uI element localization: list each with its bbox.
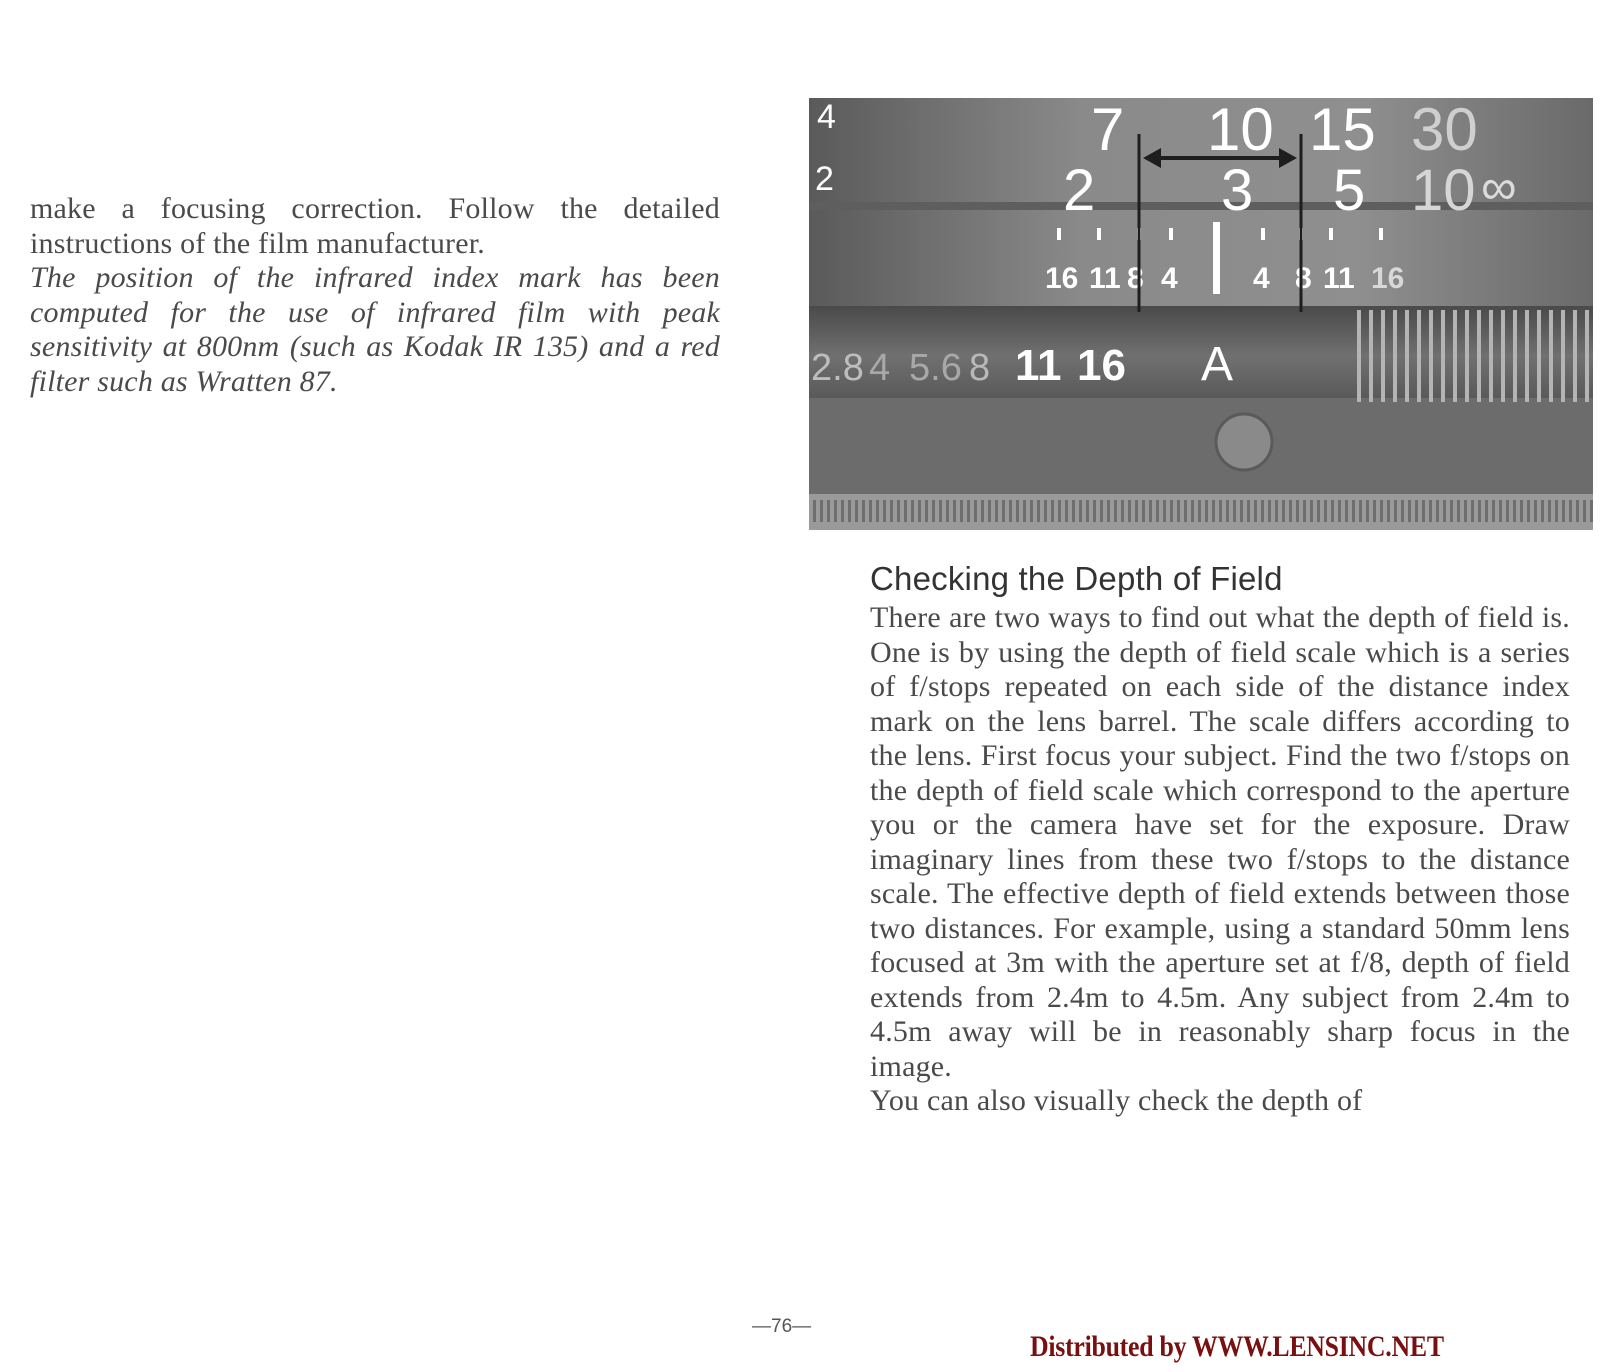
mount-knurl-ridge — [1268, 500, 1271, 522]
mount-knurl-ridge — [1450, 500, 1453, 522]
mount-knurl-ridge — [1513, 500, 1516, 522]
mount-knurl-ridge — [1289, 500, 1292, 522]
aperture-8: 8 — [969, 347, 991, 389]
dof-16-left: 16 — [1045, 262, 1079, 295]
mount-knurl-ridge — [834, 500, 837, 522]
aperture-11: 11 — [1015, 341, 1062, 390]
mount-knurl-ridge — [1499, 500, 1502, 522]
mount-knurl-ridge — [1275, 500, 1278, 522]
aperture-16: 16 — [1077, 341, 1126, 390]
mount-knurl-ridge — [876, 500, 879, 522]
distance-30: 30 — [1411, 98, 1478, 163]
mount-knurl-ridge — [932, 500, 935, 522]
mount-knurl-ridge — [1359, 500, 1362, 522]
mount-knurl-ridge — [995, 500, 998, 522]
mount-knurl-ridge — [1023, 500, 1026, 522]
mount-knurl-ridge — [813, 500, 816, 522]
mount-knurl-ridge — [904, 500, 907, 522]
mount-knurl-ridge — [1352, 500, 1355, 522]
mount-knurl-ridge — [855, 500, 858, 522]
knurl-ridge — [1585, 310, 1589, 402]
mount-knurl-ridge — [1541, 500, 1544, 522]
mount-knurl-ridge — [1163, 500, 1166, 522]
knurl-ridge — [1381, 310, 1385, 402]
mount-knurl-ridge — [1485, 500, 1488, 522]
mount-knurl-ridge — [1184, 500, 1187, 522]
mount-knurl-ridge — [1030, 500, 1033, 522]
edge-number-top: 4 — [817, 98, 836, 136]
barrel-base — [809, 398, 1593, 494]
knurl-ridge — [1465, 310, 1469, 402]
mount-knurl-ridge — [1177, 500, 1180, 522]
mount-knurl-ridge — [1191, 500, 1194, 522]
mount-knurl-ridge — [1254, 500, 1257, 522]
mount-knurl-ridge — [869, 500, 872, 522]
mount-knurl-ridge — [1282, 500, 1285, 522]
dof-8-left: 8 — [1127, 262, 1144, 295]
mount-knurl-ridge — [918, 500, 921, 522]
lock-button — [1216, 414, 1272, 470]
mount-knurl-ridge — [1135, 500, 1138, 522]
knurl-ridge — [1429, 310, 1433, 402]
aperture-4: 4 — [869, 347, 891, 389]
knurl-ridge — [1561, 310, 1565, 402]
mount-knurl-ridge — [1338, 500, 1341, 522]
mount-knurl-ridge — [1107, 500, 1110, 522]
dof-16-right: 16 — [1371, 262, 1405, 295]
mount-knurl-ridge — [960, 500, 963, 522]
mount-knurl-ridge — [1149, 500, 1152, 522]
mount-knurl-ridge — [1156, 500, 1159, 522]
mount-knurl-ridge — [1170, 500, 1173, 522]
mount-knurl-ridge — [1212, 500, 1215, 522]
distance-2: 2 — [1063, 158, 1096, 223]
dof-11-right: 11 — [1323, 262, 1355, 295]
mount-knurl-ridge — [1058, 500, 1061, 522]
section-heading: Checking the Depth of Field — [870, 560, 1283, 597]
mount-knurl-ridge — [1590, 500, 1593, 522]
mount-knurl-ridge — [1093, 500, 1096, 522]
mount-knurl-ridge — [1114, 500, 1117, 522]
mount-knurl-ridge — [1317, 500, 1320, 522]
knurl-ridge — [1549, 310, 1553, 402]
knurl-ridge — [1477, 310, 1481, 402]
mount-knurl-ridge — [953, 500, 956, 522]
mount-knurl-ridge — [1401, 500, 1404, 522]
mount-knurl-ridge — [1394, 500, 1397, 522]
mount-knurl-ridge — [1366, 500, 1369, 522]
mount-knurl-ridge — [1142, 500, 1145, 522]
mount-knurl-ridge — [1009, 500, 1012, 522]
distance-7: 7 — [1091, 98, 1125, 163]
mount-knurl-ridge — [1198, 500, 1201, 522]
mount-knurl-ridge — [967, 500, 970, 522]
knurl-ridge — [1489, 310, 1493, 402]
mount-knurl-ridge — [1100, 500, 1103, 522]
mount-knurl-ridge — [1415, 500, 1418, 522]
mount-knurl-ridge — [939, 500, 942, 522]
mount-knurl-ridge — [1016, 500, 1019, 522]
mount-knurl-ridge — [1324, 500, 1327, 522]
italic-note-paragraph: The position of the infrared index mark has been computed for the use of infrared film with peak sensitivity at 800nm (such as Kodak IR 135) and a red filter such as Wratten 87. — [30, 261, 720, 398]
distance-5: 5 — [1333, 158, 1366, 223]
mount-knurl-ridge — [1345, 500, 1348, 522]
mount-knurl-ridge — [1429, 500, 1432, 522]
distance-15: 15 — [1309, 98, 1376, 163]
mount-knurl-ridge — [1478, 500, 1481, 522]
mount-knurl-ridge — [827, 500, 830, 522]
mount-knurl-ridge — [974, 500, 977, 522]
aperture-auto-a: A — [1201, 338, 1234, 391]
mount-knurl-ridge — [1240, 500, 1243, 522]
knurl-ridge — [1537, 310, 1541, 402]
dof-11-left: 11 — [1089, 262, 1121, 295]
mount-knurl-ridge — [1548, 500, 1551, 522]
mount-knurl-ridge — [848, 500, 851, 522]
knurl-ridge — [1441, 310, 1445, 402]
mount-knurl-ridge — [1380, 500, 1383, 522]
mount-knurl-ridge — [1506, 500, 1509, 522]
mount-knurl-ridge — [883, 500, 886, 522]
mount-knurl-ridge — [1569, 500, 1572, 522]
mount-knurl-ridge — [1520, 500, 1523, 522]
mount-knurl-ridge — [1065, 500, 1068, 522]
mount-knurl-ridge — [1471, 500, 1474, 522]
body-paragraph: There are two ways to find out what the depth of field is. One is by using the depth of field scale which is a series of f/stops repeated on each side of the distance index mark on the lens barrel. The scale differs according to the lens. First focus your subject. Find the two f/stops on the depth of field scale which correspond to the aperture you or the camera have set for the exposure. Draw imaginary lines from these two f/stops to the distance scale. The effective depth of field extends between those two distances. For example, using a standard 50mm lens focused at 3m with the aperture set at f/8, depth of field extends from 2.4m to 4.5m. Any subject from 2.4m to 4.5m away will be in reasonably sharp focus in the image. — [870, 601, 1570, 1083]
mount-knurl-ridge — [820, 500, 823, 522]
dof-4-right: 4 — [1253, 262, 1270, 295]
knurl-ridge — [1573, 310, 1577, 402]
mount-knurl-ridge — [1219, 500, 1222, 522]
mount-knurl-ridge — [1457, 500, 1460, 522]
knurl-ridge — [1369, 310, 1373, 402]
distance-10-ft: 10 — [1411, 158, 1476, 223]
mount-knurl-ridge — [1303, 500, 1306, 522]
mount-knurl-ridge — [1296, 500, 1299, 522]
mount-knurl-ridge — [1583, 500, 1586, 522]
mount-knurl-ridge — [1051, 500, 1054, 522]
knurl-ridge — [1525, 310, 1529, 402]
infinity-mark: ∞ — [1481, 159, 1517, 215]
mount-knurl-ridge — [1408, 500, 1411, 522]
mount-knurl-ridge — [897, 500, 900, 522]
edge-number-bottom: 2 — [815, 160, 834, 198]
mount-knurl-ridge — [1086, 500, 1089, 522]
mount-knurl-ridge — [1562, 500, 1565, 522]
mount-knurl-ridge — [890, 500, 893, 522]
knurl-ridge — [1513, 310, 1517, 402]
mount-knurl-ridge — [1527, 500, 1530, 522]
mount-knurl-ridge — [1534, 500, 1537, 522]
mount-knurl-ridge — [1576, 500, 1579, 522]
distance-3: 3 — [1221, 158, 1254, 223]
dof-4-left: 4 — [1161, 262, 1178, 295]
mount-knurl-ridge — [946, 500, 949, 522]
mount-knurl-ridge — [1037, 500, 1040, 522]
continuation-line: You can also visually check the depth of — [870, 1084, 1363, 1117]
mount-knurl-ridge — [1373, 500, 1376, 522]
mount-knurl-ridge — [1310, 500, 1313, 522]
mount-knurl-ridge — [1044, 500, 1047, 522]
knurl-ridge — [1453, 310, 1457, 402]
mount-knurl-ridge — [1072, 500, 1075, 522]
mount-knurl-ridge — [1247, 500, 1250, 522]
mount-knurl-ridge — [1079, 500, 1082, 522]
knurl-ridge — [1393, 310, 1397, 402]
knurl-ridge — [1501, 310, 1505, 402]
mount-knurl-ridge — [1002, 500, 1005, 522]
aperture-2-8: 2.8 — [811, 347, 864, 389]
mount-knurl-ridge — [925, 500, 928, 522]
mount-knurl-ridge — [1422, 500, 1425, 522]
mount-knurl-ridge — [1233, 500, 1236, 522]
mount-knurl-ridge — [1331, 500, 1334, 522]
mount-knurl-ridge — [841, 500, 844, 522]
lens-barrel-photo — [809, 98, 1593, 530]
mount-knurl-ridge — [1492, 500, 1495, 522]
mount-knurl-ridge — [1464, 500, 1467, 522]
mount-knurl-ridge — [988, 500, 991, 522]
mount-knurl-ridge — [1205, 500, 1208, 522]
knurl-ridge — [1417, 310, 1421, 402]
knurl-ridge — [1405, 310, 1409, 402]
right-text-column — [870, 601, 1570, 1119]
distance-index-mark — [1213, 222, 1220, 294]
page-number: —76— — [752, 1316, 812, 1337]
body-paragraph: make a focusing correction. Follow the detailed instructions of the film manufacturer. — [30, 192, 720, 260]
mount-knurl-ridge — [1443, 500, 1446, 522]
distributor-credit: Distributed by WWW.LENSINC.NET — [1030, 1330, 1444, 1363]
mount-knurl-ridge — [1121, 500, 1124, 522]
left-text-column — [30, 192, 720, 399]
distance-10: 10 — [1207, 98, 1274, 163]
mount-knurl-ridge — [1387, 500, 1390, 522]
mount-knurl-ridge — [1436, 500, 1439, 522]
mount-knurl-ridge — [1128, 500, 1131, 522]
mount-knurl-ridge — [1555, 500, 1558, 522]
mount-knurl-ridge — [981, 500, 984, 522]
mount-knurl-ridge — [1226, 500, 1229, 522]
mount-knurl-ridge — [862, 500, 865, 522]
knurl-ridge — [1357, 310, 1361, 402]
aperture-5-6: 5.6 — [909, 347, 962, 389]
dof-8-right: 8 — [1295, 262, 1312, 295]
mount-knurl-ridge — [1261, 500, 1264, 522]
mount-knurl-ridge — [911, 500, 914, 522]
